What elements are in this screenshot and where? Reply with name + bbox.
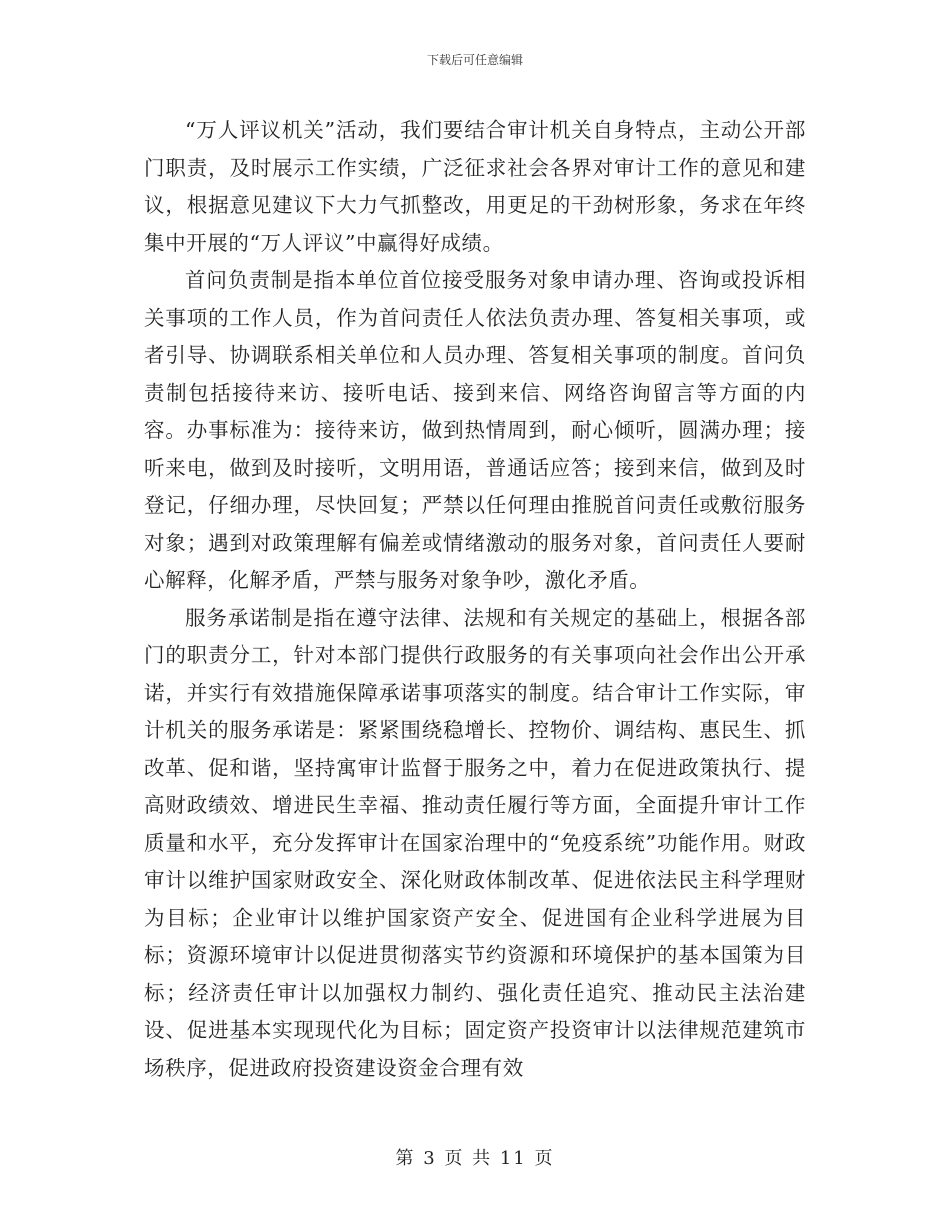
paragraph-first-inquiry: 首问负责制是指本单位首位接受服务对象申请办理、咨询或投诉相关事项的工作人员，作为首问责任人依法负责办理、答复相关事项，或者引导、协调联系相关单位和人员办理、答复相关事项的制度。首问负责制包括接待来访、接听电话、接到来信、网络咨询留言等方面的内容。办事标准为：接待来访，做到热情周到，耐心倾听，圆满办理；接听来电，做到及时接听，文明用语，普通话应答；接到来信，做到及时登记，仔细办理，尽快回复；严禁以任何理由推脱首问责任或敷衍服务对象；遇到对政策理解有偏差或情绪激动的服务对象，首问责任人要耐心解释，化解矛盾，严禁与服务对象争吵，激化矛盾。 [144, 268, 806, 592]
document-body [144, 112, 806, 1087]
page-number-footer: 第 3 页 共 11 页 [395, 1148, 555, 1169]
page-header: 下载后可任意编辑 [426, 53, 523, 67]
paragraph-evaluation: “万人评议机关”活动，我们要结合审计机关自身特点，主动公开部门职责，及时展示工作实绩，广泛征求社会各界对审计工作的意见和建议，根据意见建议下大力气抓整改，用更足的干劲树形象，务求在年终集中开展的“万人评议”中赢得好成绩。 [144, 118, 806, 255]
paragraph-service-commitment: 服务承诺制是指在遵守法律、法规和有关规定的基础上，根据各部门的职责分工，针对本部门提供行政服务的有关事项向社会作出公开承诺，并实行有效措施保障承诺事项落实的制度。结合审计工作实际，审计机关的服务承诺是：紧紧围绕稳增长、控物价、调结构、惠民生、抓改革、促和谐，坚持寓审计监督于服务之中，着力在促进政策执行、提高财政绩效、增进民生幸福、推动责任履行等方面，全面提升审计工作质量和水平，充分发挥审计在国家治理中的“免疫系统”功能作用。财政审计以维护国家财政安全、深化财政体制改革、促进依法民主科学理财为目标；企业审计以维护国家资产安全、促进国有企业科学进展为目标；资源环境审计以促进贯彻落实节约资源和环境保护的基本国策为目标；经济责任审计以加强权力制约、强化责任追究、推动民主法治建设、促进基本实现现代化为目标；固定资产投资审计以法律规范建筑市场秩序，促进政府投资建设资金合理有效 [144, 605, 806, 1080]
